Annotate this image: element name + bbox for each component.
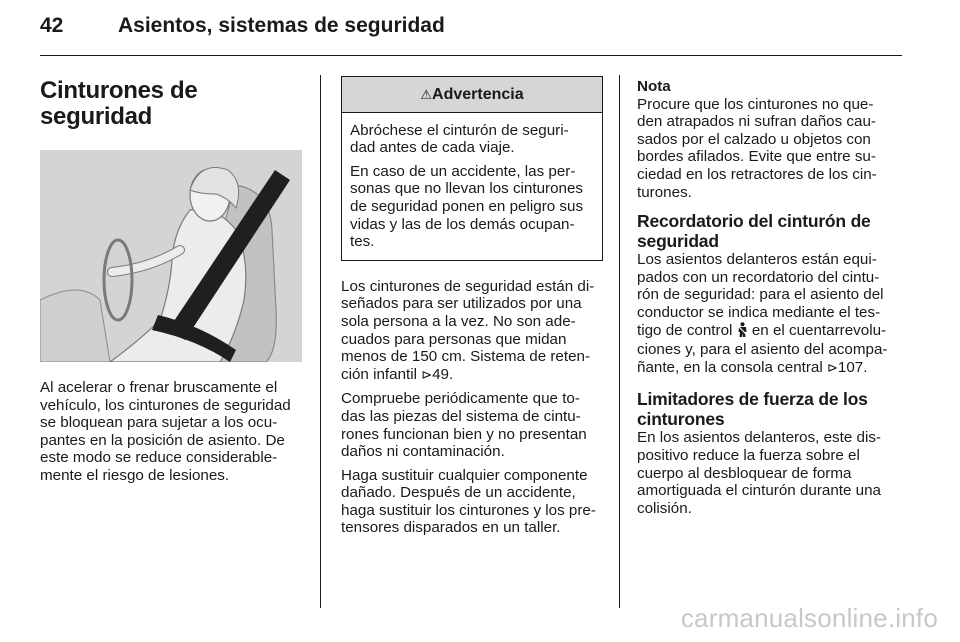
inspection-paragraph: Compruebe periódicamente que to- das las piezas del sistema de cintu- rones funcionan bien y no presentan daños ni contaminación. — [341, 390, 587, 461]
warning-header — [342, 77, 602, 113]
seatbelt-telltale-icon — [737, 322, 748, 342]
page-number: 42 — [40, 14, 64, 37]
usage-paragraph: Los cinturones de seguridad están di- señados para ser utilizados por una sola persona a la vez. No son ade- cuados para personas que midan menos de 150 cm. Sistema de reten- ción infantil ⊳49. — [341, 277, 595, 383]
page-reference-link[interactable]: 49. — [432, 365, 454, 383]
header-rule — [40, 55, 902, 56]
warning-paragraph: En caso de un accidente, las per- sonas que no llevan los cinturones de seguridad ponen en peligro sus vidas y las de los demás ocupan- tes. — [350, 162, 584, 251]
seatbelt-illustration — [40, 150, 302, 362]
page-ref-icon: ⊳ — [421, 367, 433, 383]
heading-force-limiters: Limitadores de fuerza de los cinturones — [637, 389, 868, 430]
column-3 — [637, 78, 905, 517]
replacement-paragraph: Haga sustituir cualquier componente dañado. Después de un accidente, haga sustituir los cinturones y los pre- tensores disparados en un taller. — [341, 466, 596, 537]
warning-box — [341, 76, 603, 261]
watermark: carmanualsonline.info — [680, 603, 938, 633]
reminder-paragraph: Los asientos delanteros están equi- pados con un recordatorio del cintu- rón de seguridad: para el asiento del conductor se indica mediante el tes- tigo de control en el cuentarrevolu- ciones y, para el asiento del acompa- ñante, en la consola central ⊳107. — [637, 251, 888, 376]
page-reference-link[interactable]: 107. — [837, 358, 868, 376]
warning-paragraph: Abróchese el cinturón de seguri- dad antes de cada viaje. — [350, 121, 569, 157]
column-2 — [341, 76, 605, 537]
section-title: Asientos, sistemas de seguridad — [118, 14, 445, 37]
note-label: Nota — [637, 78, 671, 95]
column-1 — [40, 78, 305, 485]
intro-paragraph: Al acelerar o frenar bruscamente el vehículo, los cinturones de seguridad se bloquean para sujetar a los ocu- pantes en la posición de asiento. De este modo se reduce considerable- mente el riesgo de lesiones. — [40, 379, 291, 484]
warning-triangle-icon: ⚠ — [420, 88, 433, 103]
heading-seatbelts: Cinturones de seguridad — [40, 77, 198, 130]
note-paragraph: Procure que los cinturones no que- den atrapados ni sufran daños cau- sados por el calzado u objetos con bordes afilados. Evite que entre su- ciedad en los retractores de los cin- turones. — [637, 95, 877, 201]
column-divider — [320, 75, 321, 608]
heading-reminder: Recordatorio del cinturón de seguridad — [637, 211, 871, 252]
page-ref-icon: ⊳ — [826, 360, 838, 376]
warning-title: Advertencia — [432, 86, 524, 103]
limiter-paragraph: En los asientos delanteros, este dis- positivo reduce la fuerza sobre el cuerpo al desbloquear de forma amortiguada el cinturón durante una colisión. — [637, 429, 882, 517]
column-divider — [619, 75, 620, 608]
warning-body — [342, 113, 602, 260]
